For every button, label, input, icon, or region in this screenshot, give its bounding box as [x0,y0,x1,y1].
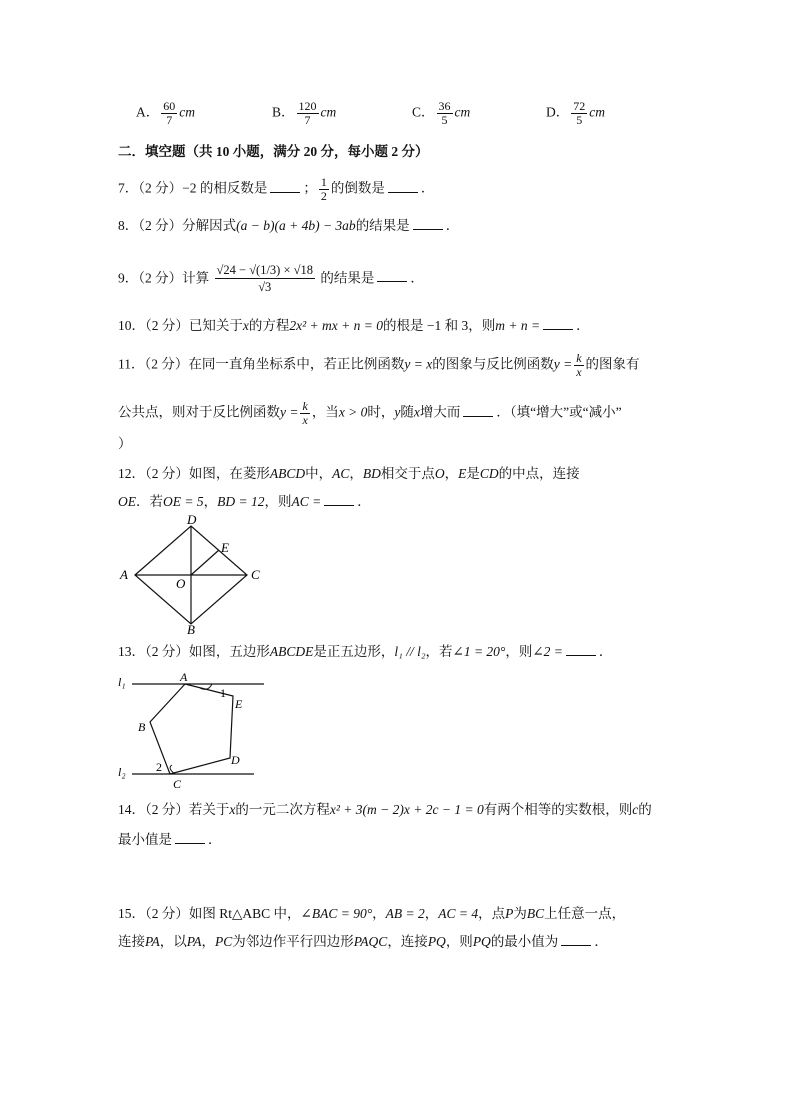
label-b: B [138,720,146,734]
question-15-line-1: 15．（2 分）如图 Rt△ABC 中，∠BAC = 90°，AB = 2，AC = 4，点P为BC上任意一点， [118,906,626,921]
question-13: 13．（2 分）如图，五边形ABCDE是正五边形，l₁ // l₂，若∠1 = 20°，则∠2 = ． [118,644,613,659]
answer-blank[interactable] [561,933,591,946]
label-a: A [120,567,128,582]
answer-blank[interactable] [413,217,443,230]
option-a: A． $\frac{60}{7}$ cm [136,99,195,127]
question-9: 9．（2 分）计算 $\frac{√24 - √(1/3) \times √18}{√3}$ 的结果是 ． [118,263,424,294]
answer-blank[interactable] [270,180,300,193]
label-c: C [251,567,260,582]
option-b: B． $\frac{120}{7}$ cm [272,99,337,127]
answer-blank[interactable] [566,643,596,656]
answer-blank[interactable] [463,404,493,417]
answer-blank[interactable] [175,831,205,844]
label-a: A [180,670,188,684]
answer-blank[interactable] [324,493,354,506]
section-title: 二．填空题（共 10 小题，满分 20 分，每小题 2 分） [118,144,429,159]
question-7: 7．（2 分）−2 的相反数是 ； $\frac{1}{2}$ 的倒数是 ． [118,175,435,203]
question-11-line-1: 11．（2 分）在同一直角坐标系中，若正比例函数y = x的图象与反比例函数y = $\frac{k}{x}$ 的图象有 [118,351,640,379]
question-11-line-3: ） [118,436,132,451]
question-12-line-2: OE．若OE = 5，BD = 12，则AC = ． [118,494,371,509]
label-l2: l₂ [118,765,126,779]
label-e: E [221,540,229,555]
label-o: O [176,576,186,591]
option-b-fraction: $\frac{120}{7}$ [298,99,317,127]
rhombus-figure [110,514,270,638]
question-11-line-2: 公共点，则对于反比例函数y = $\frac{k}{x}$ ，当x > 0时，y随x增大而 ．（填“增大”或“减小” [118,399,622,427]
q9-fraction: $\frac{√24 - √(1/3) \times √18}{√3}$ [216,263,314,294]
option-d-fraction: $\frac{72}{5}$ [573,99,586,127]
pentagon-figure [112,670,272,792]
label-d: D [231,753,240,767]
label-b: B [187,622,195,637]
label-d: D [187,514,197,527]
answer-blank[interactable] [388,180,418,193]
question-14-line-1: 14．（2 分）若关于x的一元二次方程x² + 3(m − 2)x + 2c − 1 = 0有两个相等的实数根，则c的 [118,802,652,817]
option-a-fraction: $\frac{60}{7}$ [163,99,176,127]
answer-blank[interactable] [543,317,573,330]
label-c: C [173,777,182,791]
answer-blank[interactable] [377,269,407,282]
question-10: 10．（2 分）已知关于x的方程2x² + mx + n = 0的根是 −1 和 3，则m + n = ． [118,318,590,333]
question-12-line-1: 12．（2 分）如图，在菱形ABCD中，AC，BD相交于点O，E是CD的中点，连接 [118,466,580,481]
question-15-line-2: 连接PA，以PA，PC为邻边作平行四边形PAQC，连接PQ，则PQ的最小值为 ． [118,934,608,949]
label-e: E [235,697,243,711]
question-8: 8．（2 分）分解因式(a − b)(a + 4b) − 3ab的结果是 ． [118,218,460,233]
label-angle-2: 2 [156,760,162,774]
option-d: D． $\frac{72}{5}$ cm [546,99,605,127]
label-angle-1: 1 [220,686,226,700]
option-c-fraction: $\frac{36}{5}$ [438,99,451,127]
label-l1: l₁ [118,675,126,689]
option-c: C． $\frac{36}{5}$ cm [412,99,471,127]
question-14-line-2: 最小值是 ． [118,832,222,847]
